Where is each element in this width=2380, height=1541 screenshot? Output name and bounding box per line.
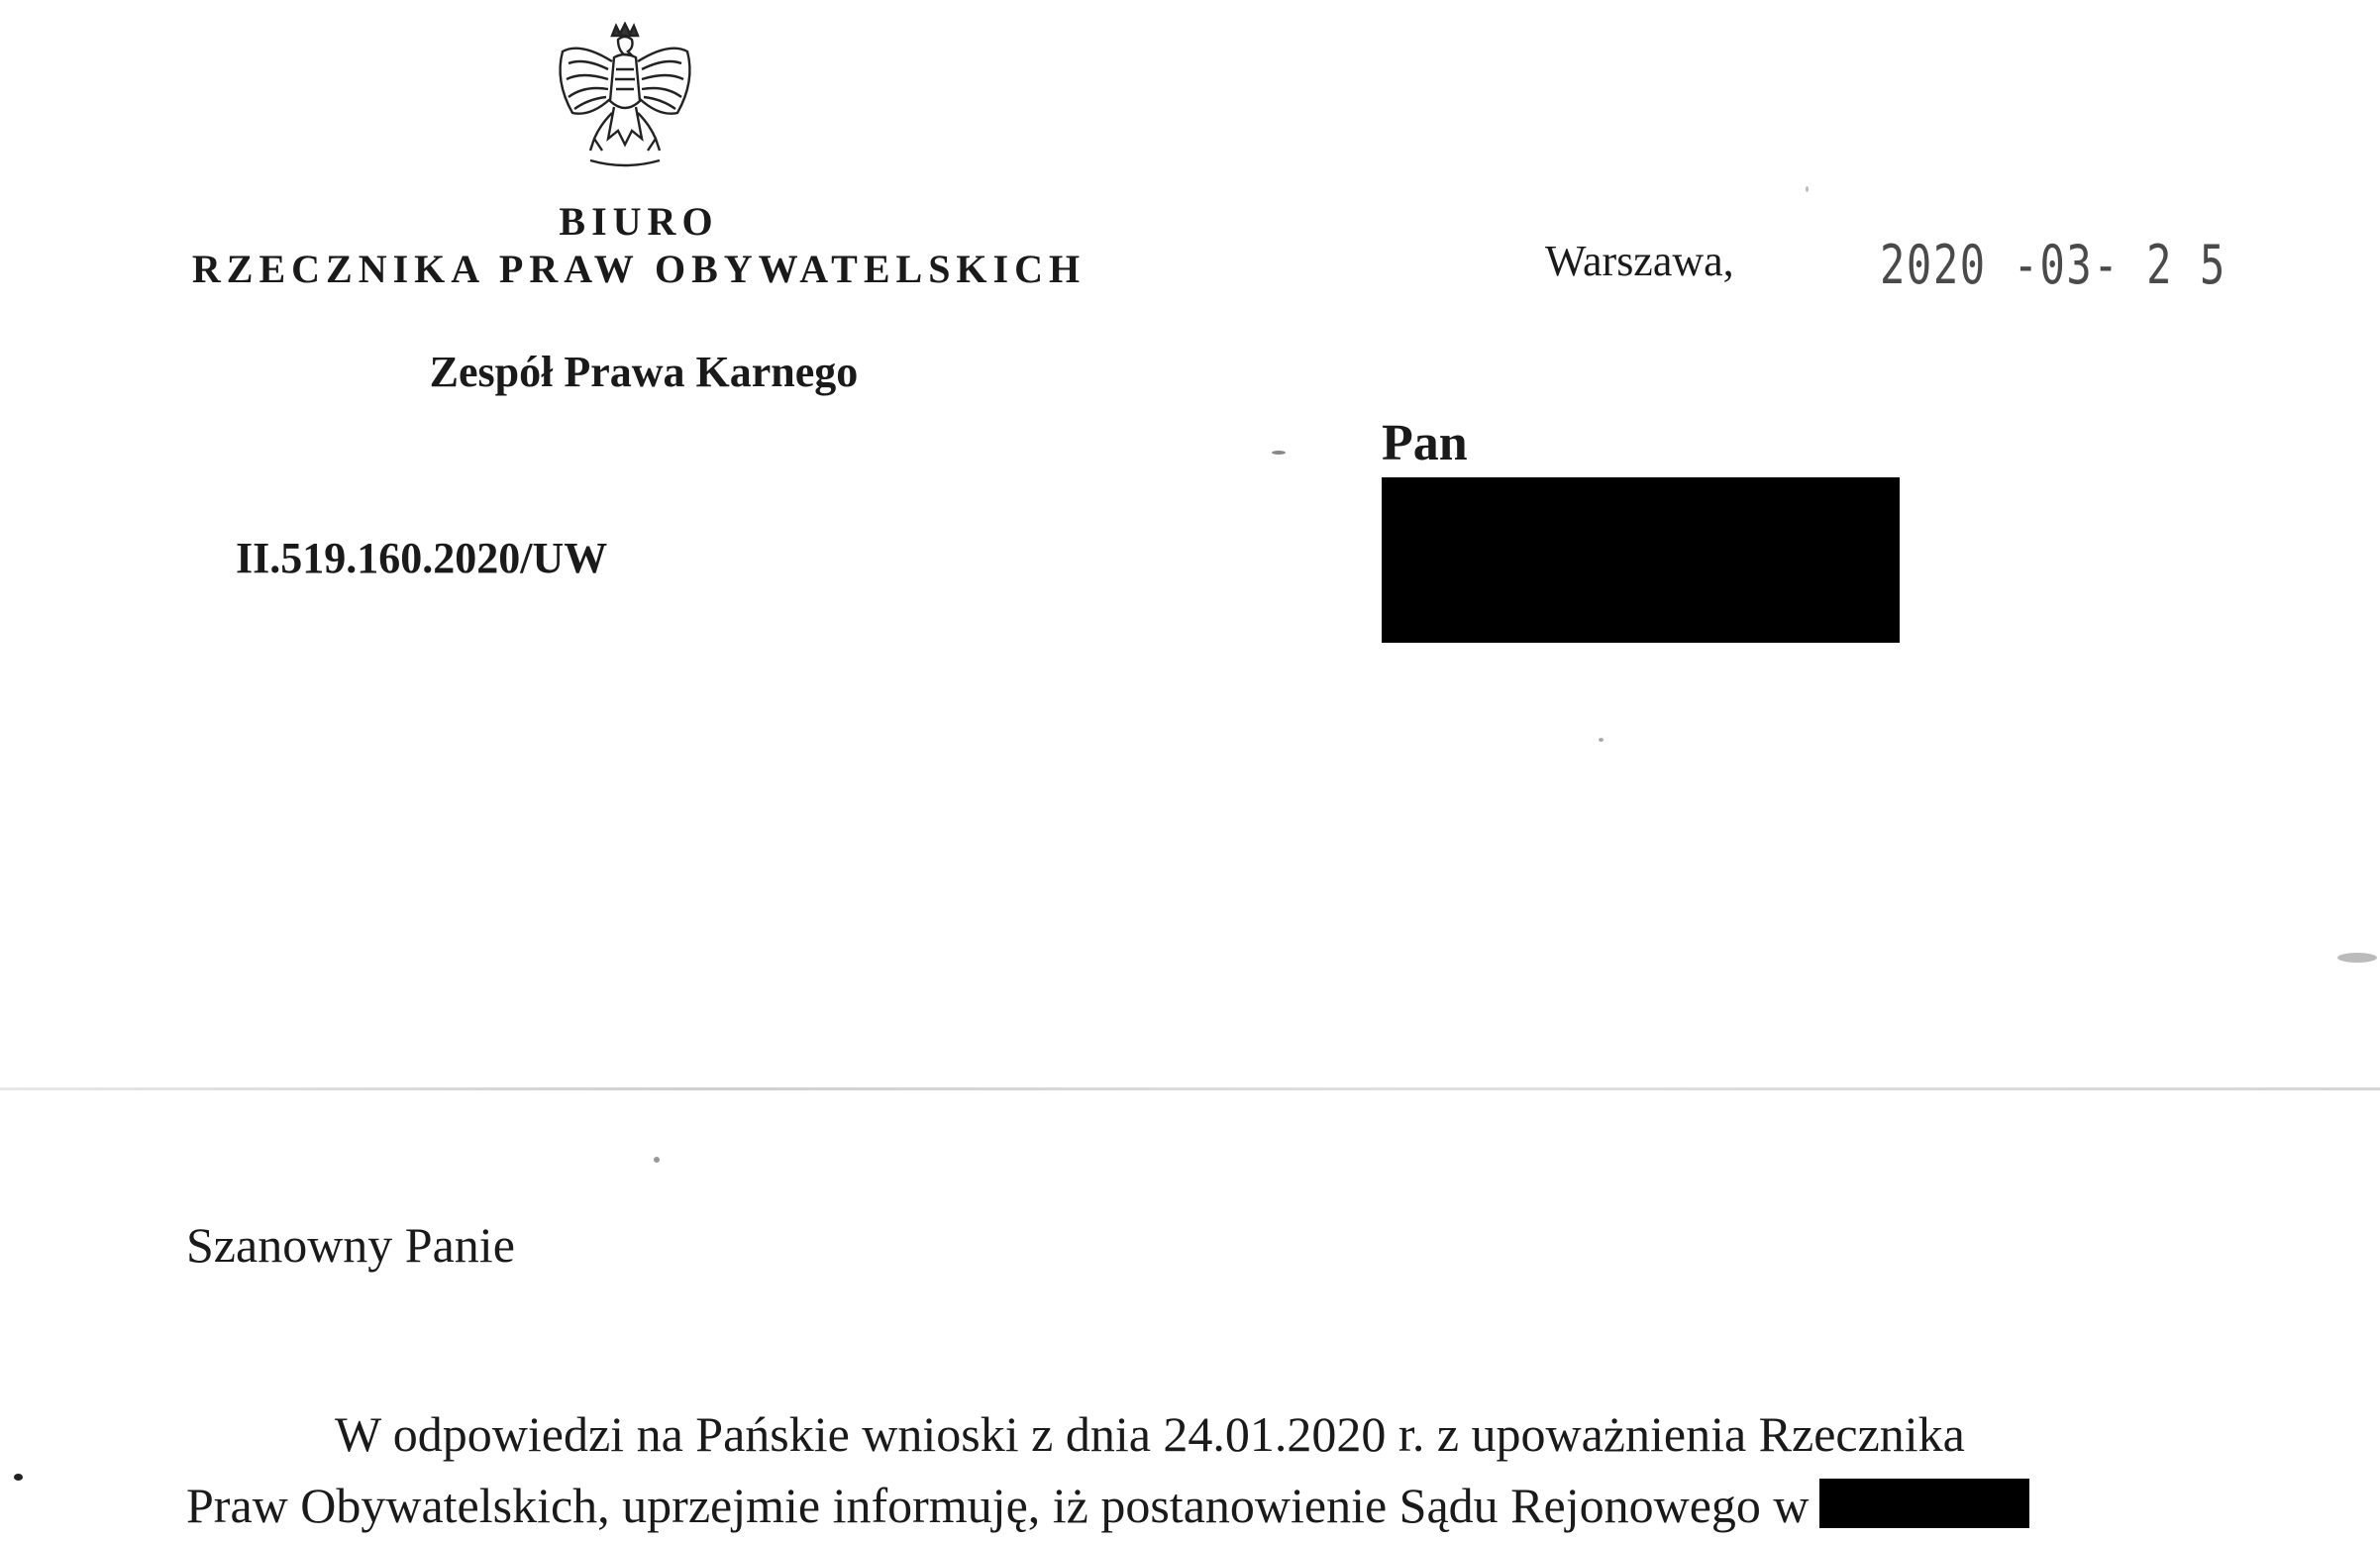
paragraph-line-2: Praw Obywatelskich, uprzejmie informuję, iż postanowienie Sądu Rejonowego w	[186, 1478, 1810, 1533]
paper-fold-line	[0, 1087, 2380, 1090]
scan-speck	[1599, 738, 1604, 742]
body-paragraph	[186, 1398, 2165, 1541]
scan-speck	[1272, 451, 1286, 455]
reference-number: II.519.160.2020/UW	[236, 534, 608, 582]
scan-speck	[654, 1157, 660, 1163]
office-name-line2: RZECZNIKA PRAW OBYWATELSKICH	[191, 247, 1087, 291]
redacted-address-block	[1382, 477, 1900, 643]
date-stamp: 2020 -03- 2 5	[1880, 234, 2226, 296]
redacted-court-location	[1819, 1479, 2029, 1528]
scan-speck	[14, 1474, 23, 1481]
polish-eagle-emblem-icon	[551, 22, 699, 182]
scan-speck	[2337, 953, 2377, 963]
salutation: Szanowny Panie	[186, 1217, 515, 1273]
office-name-line1: BIURO	[559, 199, 719, 244]
addressee-title: Pan	[1382, 415, 1468, 471]
team-name: Zespół Prawa Karnego	[429, 348, 859, 396]
city-label: Warszawa,	[1545, 237, 1734, 285]
scan-speck	[1806, 186, 1809, 192]
paragraph-line-1: W odpowiedzi na Pańskie wnioski z dnia 24.01.2020 r. z upoważnienia Rzecznika	[335, 1406, 1965, 1462]
